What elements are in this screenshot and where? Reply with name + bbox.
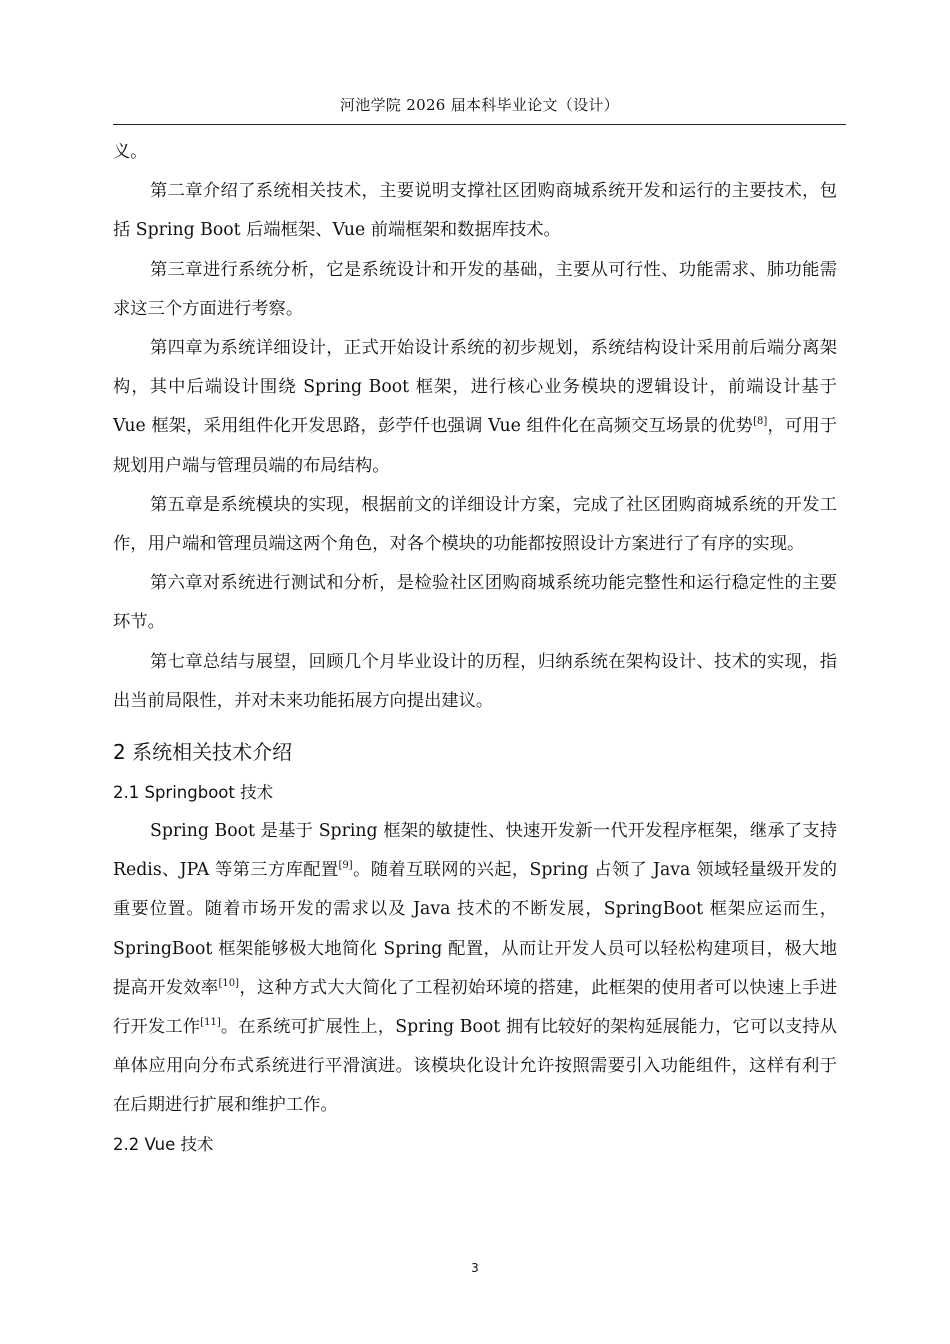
paragraph-chapter3: 第三章进行系统分析，它是系统设计和开发的基础，主要从可行性、功能需求、肺功能需求这三个方面进行考察。 (113, 259, 837, 319)
springboot-text-1: Spring Boot 是基于 Spring 框架的敏捷性、快速开发新一代开发程序框架，继承了支持 Redis、JPA 等第三方库配置 (113, 821, 837, 881)
page-body (113, 133, 837, 1164)
paragraph-chapter6: 第六章对系统进行测试和分析，是检验社区团购商城系统功能完整性和运行稳定性的主要环节。 (113, 573, 837, 633)
subsection-heading-2-1: 2.1 Springboot 技术 (113, 783, 274, 803)
paragraph-chapter5: 第五章是系统模块的实现，根据前文的详细设计方案，完成了社区团购商城系统的开发工作，用户端和管理员端这两个角色，对各个模块的功能都按照设计方案进行了有序的实现。 (113, 494, 837, 555)
header-rule (113, 124, 846, 125)
citation-11: [11] (200, 1017, 221, 1029)
paragraph-chapter4 (113, 329, 837, 486)
page-number: 3 (471, 1261, 479, 1275)
springboot-text-4: 。在系统可扩展性上，Spring Boot 拥有比较好的架构延展能力，它可以支持从单体应用向分布式系统进行平滑演进。该模块化设计允许按照需要引入功能组件，这样有利于在后期进行扩展和维护工作。 (113, 1017, 837, 1116)
citation-10: [10] (218, 977, 240, 989)
paragraph-fragment: 义。 (113, 142, 148, 162)
subsection-heading-2-2: 2.2 Vue 技术 (113, 1134, 214, 1154)
paragraph-springboot (113, 812, 837, 1126)
springboot-text-2: 。随着互联网的兴起，Spring 占领了 Java 领域轻量级开发的重要位置。随着市场开发的需求以及 Java 技术的不断发展，SpringBoot 框架应运而生，SpringBoot 框架能够极大地简化 Spring 配置，从而让开发人员可以轻松构建项目，极大地提高开发效率 (113, 860, 837, 998)
paragraph-chapter7: 第七章总结与展望，回顾几个月毕业设计的历程，归纳系统在架构设计、技术的实现，指出当前局限性，并对未来功能拓展方向提出建议。 (113, 651, 837, 711)
springboot-text-3: ，这种方式大大简化了工程初始环境的搭建，此框架的使用者可以快速上手进行开发工作 (113, 977, 837, 1038)
citation-9: [9] (338, 860, 353, 872)
running-header: 河池学院 2026 届本科毕业论文（设计） (339, 96, 619, 114)
section-heading-2: 2 系统相关技术介绍 (113, 740, 293, 765)
chapter4-text-b: ，可用于规划用户端与管理员端的布局结构。 (113, 416, 837, 476)
citation-8: [8] (753, 416, 768, 428)
chapter4-text-a: 第四章为系统详细设计，正式开始设计系统的初步规划，系统结构设计采用前后端分离架构，其中后端设计围绕 Spring Boot 框架，进行核心业务模块的逻辑设计，前端设计基于 Vue 框架，采用组件化开发思路，彭苧仟也强调 Vue 组件化在高频交互场景的优势 (113, 338, 837, 437)
paragraph-chapter2: 第二章介绍了系统相关技术，主要说明支撑社区团购商城系统开发和运行的主要技术，包括 Spring Boot 后端框架、Vue 前端框架和数据库技术。 (113, 181, 837, 241)
